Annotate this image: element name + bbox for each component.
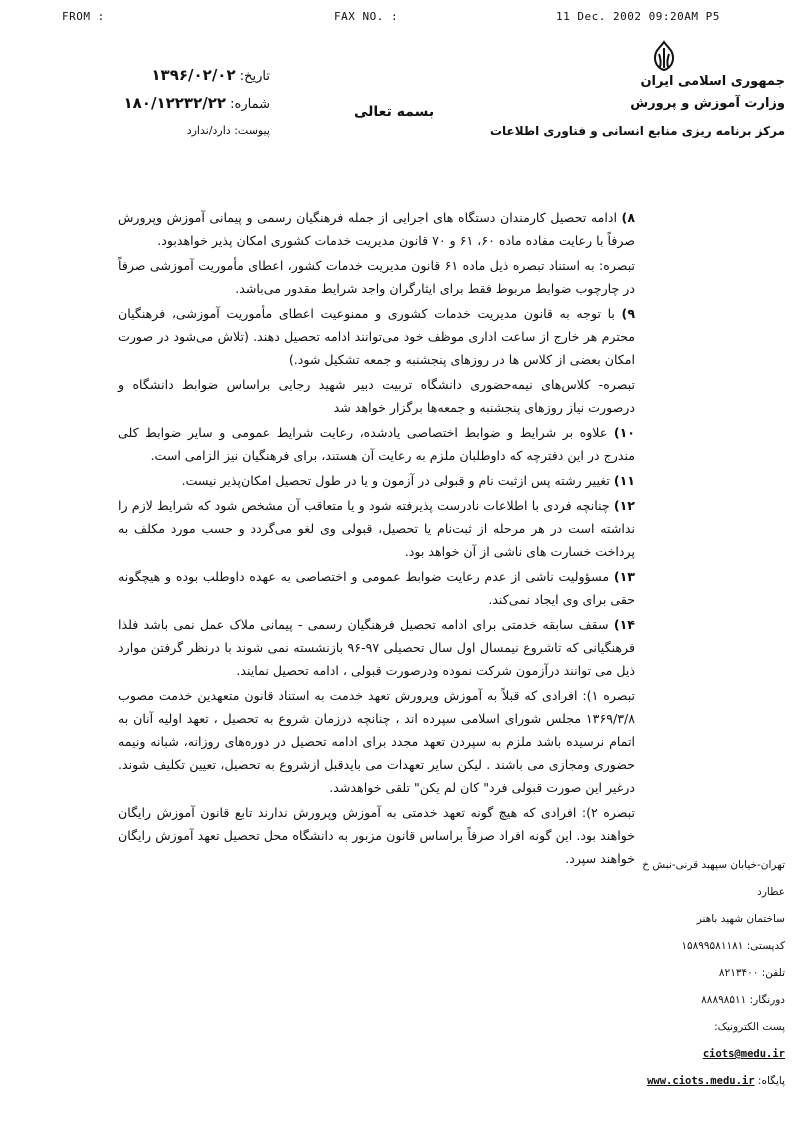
fax-from: FROM : [62,10,105,23]
contact-email: پست الکترونیک: ciots@medu.ir [635,1014,785,1068]
clause-9-note: تبصره- کلاس‌های نیمه‌حضوری دانشگاه تربیت دبیر شهید رجایی براساس ضوابط دانشگاه و درصورت نیاز روزهای پنجشنبه و جمعه‌ها برگزار خواهد شد [118,377,635,415]
contact-fax: دورنگار: ۸۸۸۹۸۵۱۱ [701,994,785,1006]
letterhead-center: مرکز برنامه ریزی منابع انسانی و فناوری اطلاعات [489,124,785,138]
number-label: شماره: [230,97,270,112]
fax-number: FAX NO. : [334,10,399,23]
contact-site: پایگاه: www.ciots.medu.ir [635,1068,785,1095]
email-link[interactable]: ciots@medu.ir [702,1048,785,1060]
document-body [118,206,635,872]
clause-14: ۱۴) سقف سابقه خدمتی برای ادامه تحصیل فرهنگیان رسمی - پیمانی ملاک عمل نمی باشد فلذا فرهنگیانی که تاشروع نیمسال اول سال تحصیلی ۹۷-۹۶ بازنشسته نمی شوند با درنظر گرفتن موارد ذیل می توانند درآزمون شرکت نموده ودرصورت قبولی ، ادامه تحصیل نمایند. [118,617,635,678]
number-row [100,94,270,112]
contact-building: ساختمان شهید باهنر [696,913,785,925]
clause-13: ۱۳) مسؤولیت ناشی از عدم رعایت ضوابط عمومی و اختصاصی به عهده داوطلب بوده و هیچگونه حقی برای وی ایجاد نمی‌کند. [118,569,635,607]
clause-14-note-1: تبصره ۱): افرادی که قبلاً به آموزش وپرورش تعهد خدمت به استناد قانون متعهدین خدمت مصوب ۱۳۶۹/۳/۸ مجلس شورای اسلامی سپرده اند ، چنانچه درزمان شروع به تحصیل ، تعهد اولیه آنان به اتمام نرسیده باشد ملزم به سپردن تعهد مجدد برای ادامه تحصیل در دوره‌های روزانه، شبانه ونیمه حضوری ومجازی می باشند . لیکن سایر تعهدات می بایدقبل ازشروع به تحصیل، تعیین تکلیف شوند. درغیر این صورت قبولی فرد" کان لم یکن" تلقی خواهدشد. [118,688,636,795]
attachment-value: دارد/ندارد [186,124,231,137]
attachment-label: پیوست: [234,124,270,137]
letterhead-country: جمهوری اسلامی ایران [640,74,785,89]
clause-9: ۹) با توجه به قانون مدیریت خدمات کشوری و ممنوعیت اعطای مأموریت آموزشی، فرهنگیان محترم هر خارج از ساعت اداری موظف خود می‌توانند ادامه تحصیل دهند. (تلاش می‌شود در صورت امکان بعضی از کلاس ها در روزهای پنجشنبه و جمعه تشکیل شود.) [118,306,635,367]
clause-8: ۸) ادامه تحصیل کارمندان دستگاه های اجرایی از جمله فرهنگیان رسمی و پیمانی آموزش وپرورش صرفاً با رعایت مفاده ماده ۶۰، ۶۱ و ۷۰ قانون مدیریت خدمات کشوری امکان پذیر خواهدبود. [118,210,635,248]
attachment-row [140,124,270,137]
contact-postal: کدپستی: ۱۵۸۹۹۵۸۱۱۸۱ [681,940,785,952]
fax-stamp: 11 Dec. 2002 09:20AM P5 [556,10,720,23]
clause-12: ۱۲) چنانچه فردی با اطلاعات نادرست پذیرفته شود و یا متعاقب آن مشخص شود که شرایط لازم را نداشته است در هر مرحله از ثبت‌نام یا تحصیل، قبولی وی لغو می‌گردد و حسب مورد مکلف به پرداخت خسارت های ناشی از آن خواهد بود. [118,498,635,559]
basmala: بسمه تعالی [354,104,435,120]
emblem-icon [651,40,677,76]
date-row [120,66,270,84]
contact-address: تهران-خیابان سپهبد قرنی-نبش خ عطارد [642,859,785,898]
contact-block [635,852,785,1095]
letterhead-ministry: وزارت آموزش و پرورش [630,96,785,111]
clause-14-note-2: تبصره ۲): افرادی که هیچ گونه تعهد خدمتی به آموزش وپرورش ندارند تابع قانون آموزش رایگان خواهند بود. این گونه افراد صرفاً براساس قانون مزبور به دانشگاه محل تحصیل تعهد آموزش رایگان خواهند سپرد. [118,805,635,866]
contact-phone: تلفن: ۸۲۱۳۴۰۰ [718,967,785,979]
clause-8-note: تبصره: به استناد تبصره ذیل ماده ۶۱ قانون مدیریت خدمات کشور، اعطای مأموریت آموزشی صرفاً در چارچوب ضوابط مربوط فقط برای ایثارگران واجد شرایط مقدور می‌باشد. [118,258,635,296]
clause-10: ۱۰) علاوه بر شرایط و ضوابط اختصاصی یادشده، رعایت شرایط عمومی و سایر ضوابط کلی مندرج در این دفترچه که داوطلبان ملزم به رعایت آن هستند، برای فرهنگیان نیز الزامی است. [118,425,635,463]
website-link[interactable]: www.ciots.medu.ir [647,1075,755,1087]
date-value: ۱۳۹۶/۰۲/۰۲ [151,66,236,84]
number-value: ۱۸۰/۱۲۲۳۲/۲۲ [123,94,227,112]
date-label: تاریخ: [239,69,270,84]
clause-11: ۱۱) تغییر رشته پس ازثبت نام و قبولی در آزمون و یا در طول تحصیل امکان‌پذیر نیست. [181,473,635,488]
